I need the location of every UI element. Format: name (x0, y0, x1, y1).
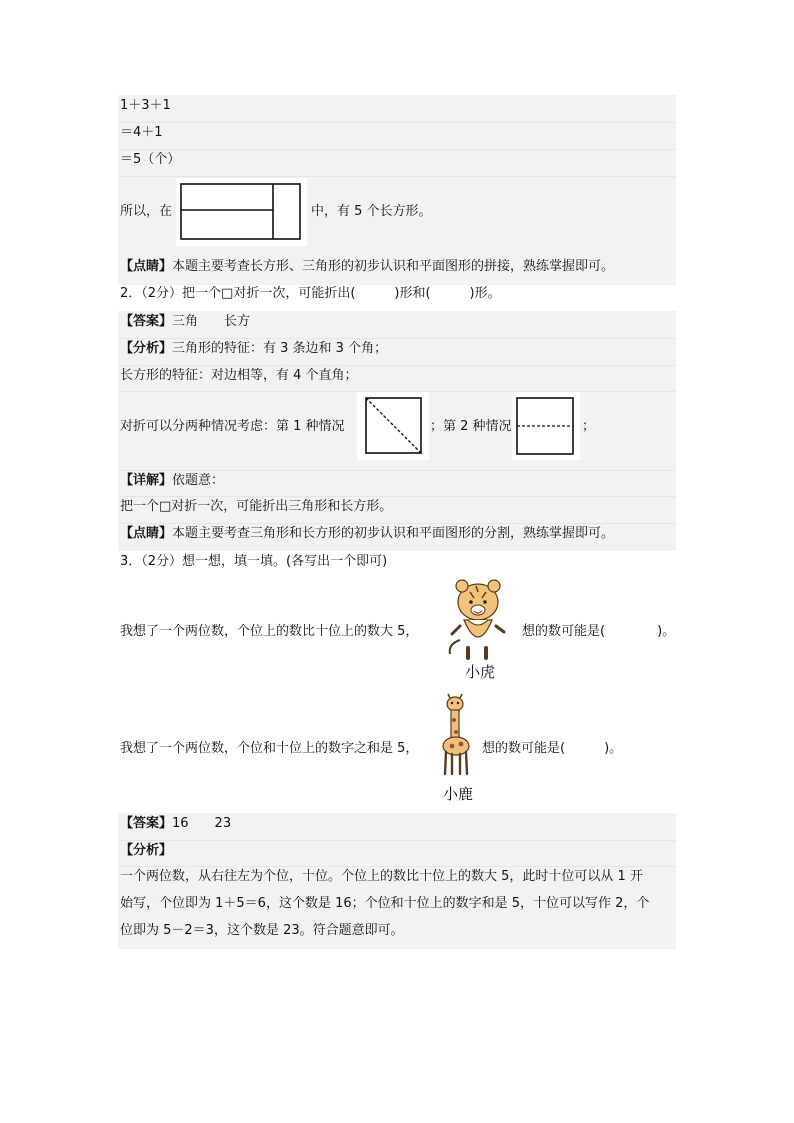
calc-line-1: 1＋3＋1 (120, 98, 171, 113)
q2-detail-2: 把一个□对折一次，可能折出三角形和长方形。 (120, 499, 393, 514)
answer-tag: 【答案】 (120, 314, 173, 329)
q2-answer (120, 312, 250, 332)
dianjing-1 (120, 257, 614, 277)
q3-tiger-after: 想的数可能是( )。 (522, 624, 676, 639)
q2-case-intro: 对折可以分两种情况考虑：第 1 种情况 (120, 419, 345, 434)
analysis-tag: 【分析】 (120, 341, 173, 356)
dianjing-text: 本题主要考查长方形、三角形的初步认识和平面图形的拼接，熟练掌握即可。 (172, 259, 615, 274)
q2-analysis (120, 339, 387, 359)
detail-text: 依题意： (172, 473, 225, 488)
q2-analysis-2: 长方形的特征：对边相等，有 4 个直角； (120, 368, 358, 383)
dianjing-tag: 【点睛】 (120, 526, 173, 541)
dianjing-tag: 【点睛】 (120, 259, 173, 274)
row-divider (118, 122, 676, 123)
q2-case-end: ； (582, 419, 596, 434)
q3-analysis-tag: 【分析】 (120, 843, 173, 858)
conclusion-prefix: 所以，在 (120, 204, 173, 219)
q3-analysis-1: 一个两位数，从右往左为个位，十位。个位上的数比十位上的数大 5，此时十位可以从 1 开 (120, 869, 643, 884)
rectangle-figure (176, 178, 307, 246)
giraffe-illustration (436, 692, 476, 778)
row-divider (118, 176, 676, 177)
q3-analysis-3: 位即为 5－2＝3，这个数是 23。符合题意即可。 (120, 923, 404, 938)
q2-dianjing (120, 524, 614, 544)
deer-name: 小鹿 (443, 785, 474, 803)
horizontal-fold-square (512, 392, 580, 460)
q3-question: 3．（2分）想一想，填一填。(各写出一个即可) (120, 554, 388, 569)
calc-line-2: ＝4＋1 (120, 125, 163, 140)
q2-detail (120, 471, 224, 491)
conclusion-suffix: 中，有 5 个长方形。 (311, 204, 432, 219)
analysis-text: 三角形的特征：有 3 条边和 3 个角； (172, 341, 388, 356)
q3-analysis-2: 始写，个位即为 1＋5＝6，这个数是 16；个位和十位上的数字和是 5，十位可以写作 2，个 (120, 896, 650, 911)
detail-tag: 【详解】 (120, 473, 173, 488)
diagonal-fold-square (357, 392, 429, 460)
q2-case2: ；第 2 种情况 (430, 419, 512, 434)
answer-text: 16 23 (172, 816, 232, 831)
row-divider (118, 149, 676, 150)
q2-question: 2．（2分）把一个□对折一次，可能折出( )形和( )形。 (120, 286, 501, 301)
tiger-name: 小虎 (465, 663, 496, 681)
row-divider (118, 840, 676, 841)
q3-deer-after: 想的数可能是( )。 (482, 741, 623, 756)
q3-deer-text: 我想了一个两位数，个位和十位上的数字之和是 5， (120, 741, 419, 756)
q3-tiger-text: 我想了一个两位数，个位上的数比十位上的数大 5， (120, 624, 419, 639)
calc-line-3: ＝5（个） (120, 152, 181, 167)
dianjing-text: 本题主要考查三角形和长方形的初步认识和平面图形的分割，熟练掌握即可。 (172, 526, 615, 541)
answer-tag: 【答案】 (120, 816, 173, 831)
q3-answer (120, 814, 231, 834)
answer-text: 三角 长方 (172, 314, 251, 329)
tiger-illustration (438, 574, 520, 664)
